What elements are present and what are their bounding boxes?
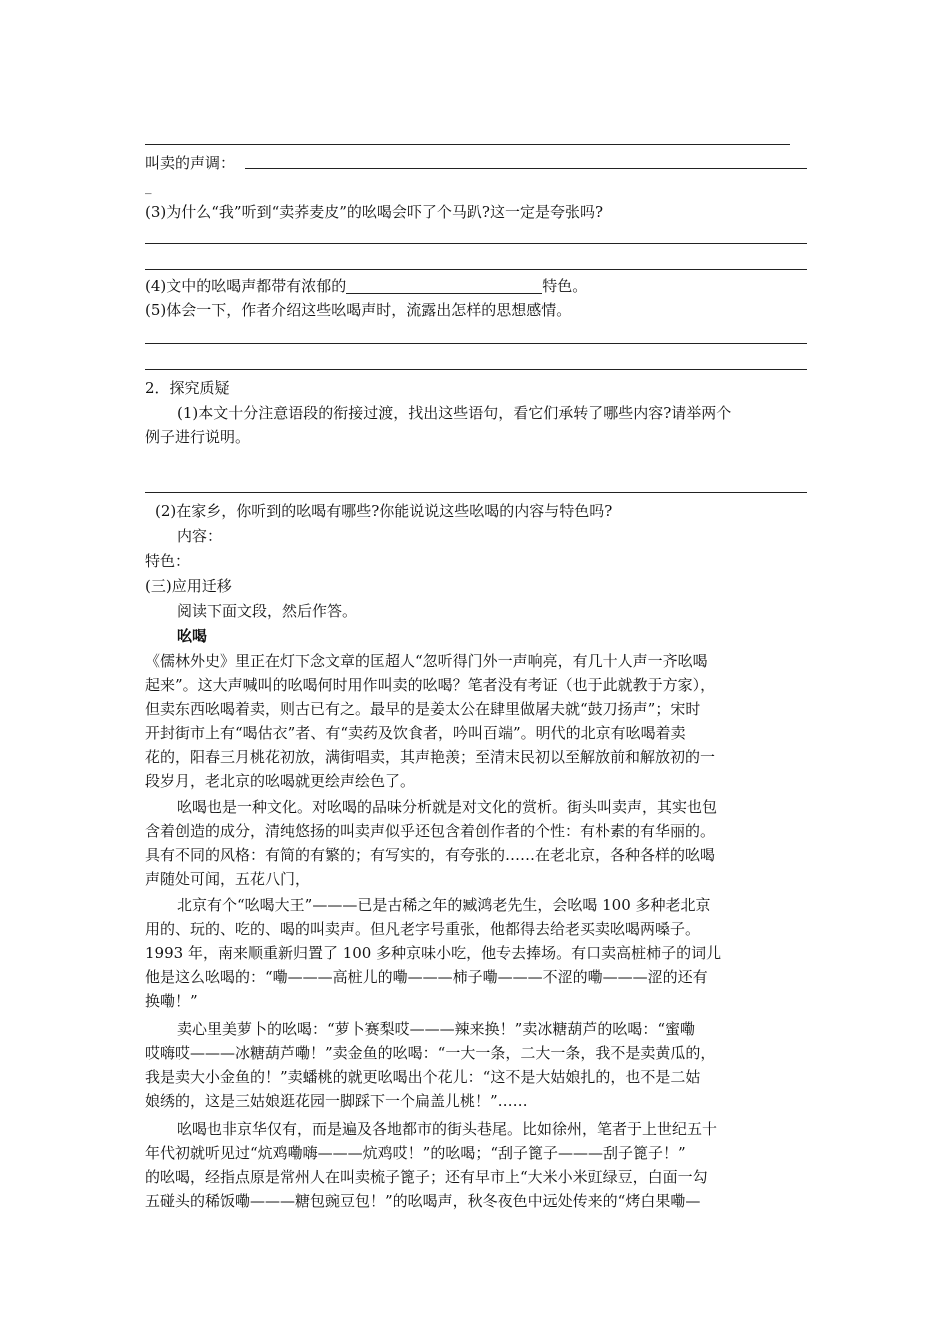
section-3-heading: (三)应用迁移	[145, 577, 232, 595]
answer-line	[145, 269, 807, 270]
answer-line	[145, 492, 807, 493]
passage-line: 娘绣的，这是三姑娘逛花园一脚踩下一个扁盖儿桃！”……	[145, 1092, 528, 1110]
feature-label: 特色：	[145, 552, 191, 570]
passage-line: 他是这么吆喝的：“嘞———高桩儿的嘞———柿子嘞———不涩的嘞———涩的还有	[145, 968, 708, 986]
passage-line: 起来”。这大声喊叫的吆喝何时用作叫卖的吆喝？笔者没有考证（也于此就教于方家），	[145, 676, 716, 694]
passage-line: 1993 年，南来顺重新归置了 100 多种京味小吃，他专去捧场。有口卖高桩柿子的词儿	[145, 944, 722, 962]
content-label: 内容：	[177, 527, 223, 545]
passage-line: 声随处可闻，五花八门，	[145, 870, 311, 888]
passage-line: 用的、玩的、吃的、喝的叫卖声。但凡老字号重张，他都得去给老买卖吆喝两嗓子。	[145, 920, 701, 938]
passage-line: 的吆喝，经指点原是常州人在叫卖梳子篦子；还有早市上“大米小米豇绿豆，白面一勾	[145, 1168, 708, 1186]
passage-line: 哎嗨哎———冰糖葫芦嘞！”卖金鱼的吆喝：“一大一条，二大一条，我不是卖黄瓜的，	[145, 1044, 716, 1062]
passage-line: 五碰头的稀饭嘞———糖包豌豆包！”的吆喝声，秋冬夜色中远处传来的“烤白果嘞—	[145, 1192, 701, 1210]
passage-line: 年代初就听见过“炕鸡嘞嗨———炕鸡哎！”的吆喝；“刮子篦子———刮子篦子！”	[145, 1144, 686, 1162]
passage-line: 花的，阳春三月桃花初放，满街唱卖，其声艳羡；至清末民初以至解放前和解放初的一	[145, 748, 716, 766]
passage-line: 段岁月，老北京的吆喝就更绘声绘色了。	[145, 772, 416, 790]
passage-line: 含着创造的成分，清纯悠扬的叫卖声似乎还包含着创作者的个性：有朴素的有华丽的。	[145, 822, 716, 840]
question-2-1-line1: (1)本文十分注意语段的衔接过渡，找出这些语句，看它们承转了哪些内容?请举两个	[177, 404, 732, 422]
question-4	[145, 274, 587, 298]
passage-line: 吆喝也是一种文化。对吆喝的品味分析就是对文化的赏析。街头叫卖声，其实也包	[177, 798, 718, 816]
passage-line: 具有不同的风格：有简的有繁的；有写实的，有夸张的……在老北京，各种各样的吆喝	[145, 846, 716, 864]
answer-line	[145, 369, 807, 370]
question-2-1-line2: 例子进行说明。	[145, 428, 251, 446]
answer-line	[245, 168, 807, 169]
passage-line: 《儒林外史》里正在灯下念文章的匡超人“忽听得门外一声响亮，有几十人声一齐吆喝	[145, 652, 708, 670]
fill-blank	[346, 277, 542, 294]
shout-tone-label: 叫卖的声调：	[145, 154, 236, 172]
passage-line: 北京有个“吆喝大王”———已是古稀之年的臧鸿老先生，会吆喝 100 多种老北京	[177, 896, 711, 914]
instruction: 阅读下面文段，然后作答。	[177, 602, 358, 620]
passage-line: 开封街市上有“喝估衣”者、有“卖药及饮食者，吟叫百端”。明代的北京有吆喝着卖	[145, 724, 686, 742]
answer-line	[145, 243, 807, 244]
answer-line	[145, 343, 807, 344]
passage-title: 吆喝	[177, 627, 208, 645]
passage-line: 吆喝也非京华仅有，而是遍及各地都市的街头巷尾。比如徐州，笔者于上世纪五十	[177, 1120, 718, 1138]
passage-line: 换嘞！”	[145, 992, 198, 1010]
passage-line: 但卖东西吆喝着卖，则古已有之。最早的是姜太公在肆里做屠夫就“鼓刀扬声”；宋时	[145, 700, 701, 718]
question-3: (3)为什么“我”听到“卖荞麦皮”的吆喝会吓了个马趴?这一定是夸张吗?	[145, 203, 604, 221]
stray-mark: _	[145, 180, 152, 195]
section-2-heading: 2．探究质疑	[145, 379, 230, 397]
question-2-2: (2)在家乡，你听到的吆喝有哪些?你能说说这些吆喝的内容与特色吗?	[155, 502, 613, 520]
passage-line: 卖心里美萝卜的吆喝：“萝卜赛梨哎———辣来换！”卖冰糖葫芦的吆喝：“蜜嘞	[177, 1020, 696, 1038]
passage-line: 我是卖大小金鱼的！”卖蟠桃的就更吆喝出个花儿：“这不是大姑娘扎的，也不是二姑	[145, 1068, 701, 1086]
question-4-text: (4)文中的吆喝声都带有浓郁的	[145, 277, 347, 295]
answer-line	[145, 144, 790, 145]
question-4-suffix: 特色。	[542, 277, 588, 295]
question-5: (5)体会一下，作者介绍这些吆喝声时，流露出怎样的思想感情。	[145, 301, 572, 319]
